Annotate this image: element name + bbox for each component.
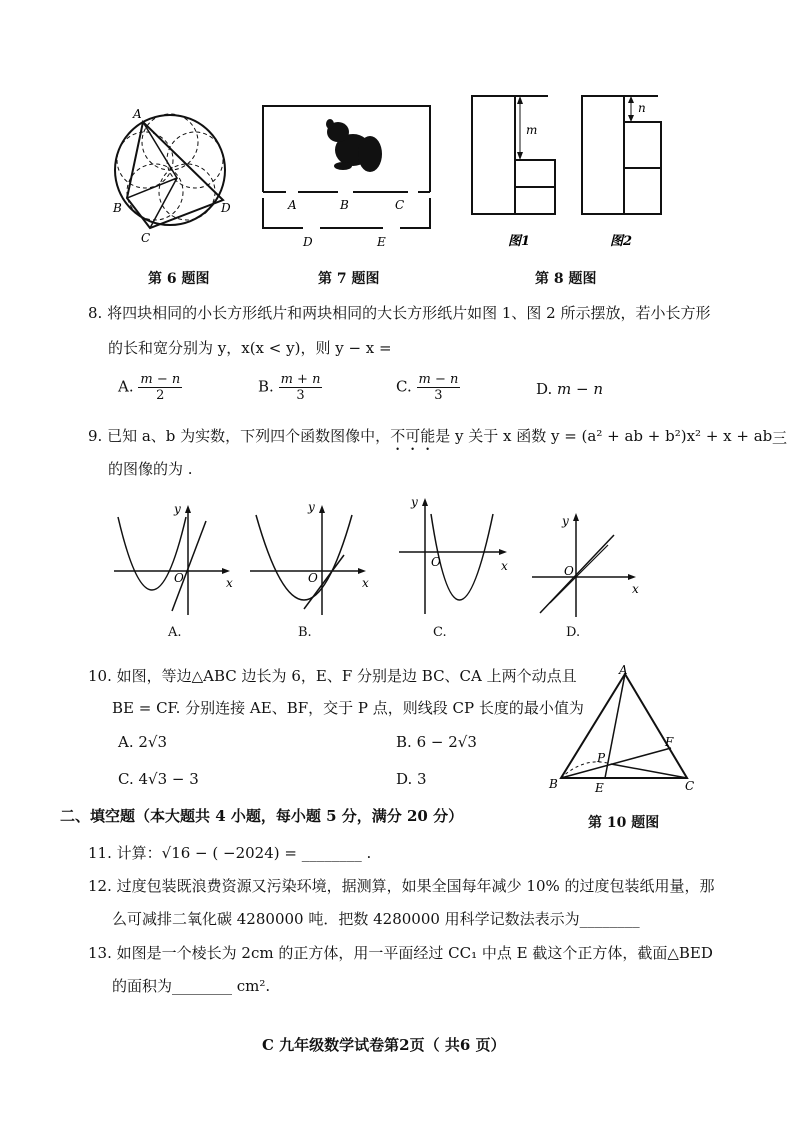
svg-text:x: x: [501, 559, 508, 573]
fig7-label-D: D: [303, 235, 313, 249]
q9-stem: [88, 425, 772, 454]
svg-text:A: A: [619, 663, 628, 677]
margin-mark: 三: [772, 429, 788, 447]
fig6-label-A: A: [133, 107, 142, 121]
q9-graph-a: [108, 495, 238, 620]
svg-text:B: B: [549, 777, 558, 791]
fig7-caption: 第 7 题图: [318, 271, 380, 287]
fig7-label-A: A: [288, 198, 297, 212]
svg-text:y: y: [562, 514, 569, 528]
q11: [88, 842, 371, 863]
fig6-label-D: D: [221, 201, 231, 215]
q12-line1: 过度包装既浪费资源又污染环境，据测算，如果全国每年减少 10% 的过度包装纸用量，那: [116, 877, 715, 895]
q11-text: 计算：√16 − ( −2024) = ________ .: [116, 844, 372, 862]
q12-line2: 么可减排二氧化碳 4280000 吨．把数 4280000 用科学记数法表示为________: [112, 910, 640, 928]
q13-line2: 的面积为________ cm².: [112, 977, 271, 995]
svg-text:x: x: [226, 576, 233, 590]
q9-graph-c-letter: C.: [433, 625, 447, 640]
q8-option-b[interactable]: B. $\frac{m + n}{3}$: [258, 372, 321, 403]
squirrel-silhouette: [326, 119, 382, 172]
fig6-caption: 第 6 题图: [148, 271, 210, 287]
fig7-label-C: C: [395, 198, 405, 212]
section2-title: 二、填空题（本大题共 4 小题，每小题 5 分，满分 20 分）: [60, 807, 464, 825]
q8-number: 8.: [88, 304, 103, 322]
svg-text:F: F: [665, 735, 674, 749]
figure-6: [105, 100, 235, 250]
q9-graph-b: [244, 495, 374, 620]
q12-stem: [88, 875, 715, 896]
q8-stem: [88, 302, 711, 323]
svg-text:C: C: [685, 779, 695, 793]
q9-graph-d: [528, 505, 648, 620]
q8-option-d[interactable]: D. m − n: [536, 380, 604, 398]
svg-text:y: y: [308, 500, 315, 514]
fig10-caption: 第 10 题图: [588, 815, 660, 831]
svg-text:O: O: [564, 564, 574, 578]
fig8-label-n: n: [638, 101, 646, 115]
svg-text:O: O: [308, 571, 318, 585]
q12-number: 12.: [88, 877, 112, 895]
q13-line1: 如图是一个棱长为 2cm 的正方体，用一平面经过 CC₁ 中点 E 截这个正方体，截面△BED: [116, 944, 713, 962]
q10-option-b[interactable]: B. 6 − 2√3: [396, 733, 477, 751]
q9-graph-d-letter: D.: [566, 625, 581, 640]
fig7-label-E: E: [377, 235, 386, 249]
svg-text:O: O: [174, 571, 184, 585]
svg-text:O: O: [431, 555, 441, 569]
fig8-label-m: m: [526, 123, 538, 137]
q9-number: 9.: [88, 427, 103, 445]
q10-line1: 如图，等边△ABC 边长为 6，E、F 分别是边 BC、CA 上两个动点且: [116, 667, 577, 685]
q9-graph-c: [395, 490, 525, 620]
figure-7: [258, 102, 438, 252]
fig8-sub1: 图1: [508, 234, 531, 249]
q10-option-c[interactable]: C. 4√3 − 3: [118, 770, 199, 788]
fig8-caption: 第 8 题图: [535, 271, 597, 287]
q9-line1-b: 是 y 关于 x 函数 y = (a² + ab + b²)x² + x + ab: [435, 427, 773, 445]
figure-8: [468, 92, 678, 252]
q10-option-d[interactable]: D. 3: [396, 770, 427, 788]
figure-10: [545, 660, 705, 795]
page-footer: C 九年级数学试卷第2页（ 共6 页）: [262, 1036, 506, 1054]
q10-stem: [88, 665, 577, 686]
q8-option-a[interactable]: A. $\frac{m - n}{2}$: [118, 372, 181, 403]
q10-number: 10.: [88, 667, 112, 685]
q8-line1: 将四块相同的小长方形纸片和两块相同的大长方形纸片如图 1、图 2 所示摆放，若小长方形: [107, 304, 711, 322]
q9-graph-b-letter: B.: [298, 625, 312, 640]
q13-stem: [88, 942, 713, 963]
q9-line1-a: 已知 a、b 为实数，下列四个函数图像中，: [107, 427, 391, 445]
svg-text:x: x: [632, 582, 639, 596]
q9-graph-a-letter: A.: [168, 625, 182, 640]
q10-option-a[interactable]: A. 2√3: [118, 733, 168, 751]
q13-number: 13.: [88, 944, 112, 962]
q8-line2: 的长和宽分别为 y，x(x < y)，则 y − x =: [108, 339, 392, 357]
svg-text:y: y: [411, 495, 418, 509]
fig8-sub2: 图2: [610, 234, 633, 249]
q9-emphasis: 不可能: [390, 427, 436, 445]
svg-text:x: x: [362, 576, 369, 590]
svg-text:y: y: [174, 502, 181, 516]
fig6-label-B: B: [113, 201, 122, 215]
svg-text:E: E: [595, 781, 604, 795]
fig6-label-C: C: [141, 231, 151, 245]
q10-line2: BE = CF. 分别连接 AE、BF，交于 P 点，则线段 CP 长度的最小值为: [112, 699, 584, 717]
q9-line2: 的图像的为 .: [108, 460, 193, 478]
q8-option-c[interactable]: C. $\frac{m - n}{3}$: [396, 372, 459, 403]
fig7-label-B: B: [340, 198, 349, 212]
q11-number: 11.: [88, 844, 112, 862]
svg-text:P: P: [597, 751, 606, 765]
